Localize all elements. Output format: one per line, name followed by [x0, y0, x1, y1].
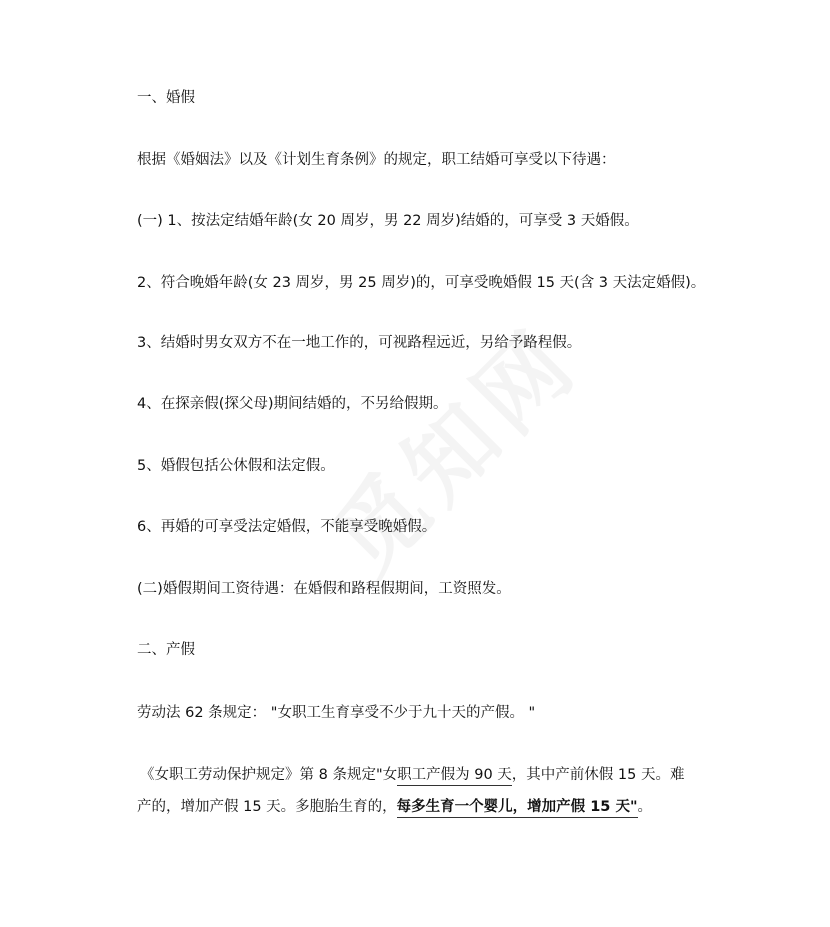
paragraph-line	[140, 765, 684, 785]
paragraph-line	[137, 797, 652, 817]
paragraph: 5、婚假包括公休假和法定假。	[137, 458, 335, 474]
text: 《女职工劳动保护规定》第 8 条规定"女	[140, 767, 398, 783]
paragraph: 劳动法 62 条规定： "女职工生育享受不少于九十天的产假。 "	[137, 705, 536, 721]
underlined-text: 职工产假为 90 天	[397, 767, 512, 786]
text: 。	[637, 799, 652, 815]
paragraph: 2、符合晚婚年龄(女 23 周岁，男 25 周岁)的，可享受晚婚假 15 天(含 3 天法定婚假)。	[137, 275, 706, 291]
text: ，其中产前休假 15 天。难	[511, 767, 685, 783]
paragraph: (一) 1、按法定结婚年龄(女 20 周岁，男 22 周岁)结婚的，可享受 3 天婚假。	[137, 213, 639, 229]
paragraph: 3、结婚时男女双方不在一地工作的，可视路程远近，另给予路程假。	[137, 335, 582, 351]
text: 产的，增加产假 15 天。多胞胎生育的，	[137, 799, 397, 815]
heading-marriage-leave: 一、婚假	[137, 90, 195, 106]
paragraph: 6、再婚的可享受法定婚假，不能享受晚婚假。	[137, 519, 437, 535]
heading-maternity-leave: 二、产假	[137, 642, 195, 658]
paragraph: 根据《婚姻法》以及《计划生育条例》的规定，职工结婚可享受以下待遇：	[137, 152, 616, 168]
paragraph: (二)婚假期间工资待遇：在婚假和路程假期间，工资照发。	[137, 581, 511, 597]
bold-underlined-text: 每多生育一个婴儿，增加产假 15 天"	[397, 799, 638, 818]
paragraph: 4、在探亲假(探父母)期间结婚的，不另给假期。	[137, 396, 448, 412]
